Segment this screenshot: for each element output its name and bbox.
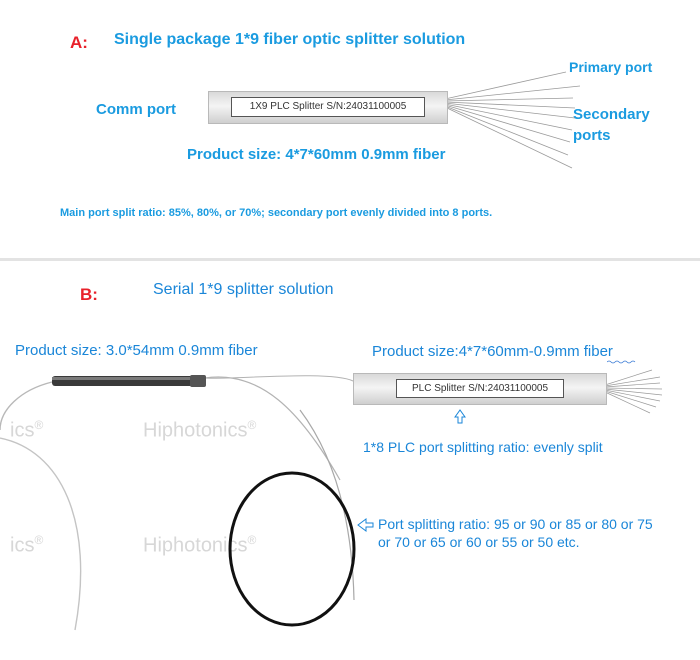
plc-ratio-text: 1*8 PLC port splitting ratio: evenly split — [363, 439, 603, 455]
section-b-title: Serial 1*9 splitter solution — [153, 281, 334, 298]
section-b-product-size-right: Product size:4*7*60mm-0.9mm fiber — [372, 343, 613, 360]
section-b-product-size-left: Product size: 3.0*54mm 0.9mm fiber — [15, 342, 258, 359]
watermark-1: Hiphotonics® — [143, 418, 257, 442]
section-a-split-note: Main port split ratio: 85%, 80%, or 70%; secondary port evenly divided into 8 ports. — [60, 207, 493, 219]
section-a-fibers — [0, 0, 700, 260]
section-b-letter: B: — [80, 285, 98, 304]
secondary-ports-label-2: ports — [573, 127, 611, 144]
section-a-device-label: 1X9 PLC Splitter S/N:24031100005 — [231, 97, 425, 117]
primary-port-label: Primary port — [569, 59, 653, 75]
secondary-ports-label-1: Secondary — [573, 106, 650, 123]
section-a-splitter — [208, 91, 448, 124]
watermark-fragment-1: ics® — [10, 418, 44, 442]
section-a-product-size: Product size: 4*7*60mm 0.9mm fiber — [187, 146, 446, 163]
watermark-fragment-2: ics® — [10, 533, 44, 557]
section-a-letter: A: — [70, 33, 88, 52]
port-ratio-line-1: Port splitting ratio: 95 or 90 or 85 or 80 or 75 — [378, 516, 653, 532]
section-a-title: Single package 1*9 fiber optic splitter solution — [114, 31, 466, 48]
comm-port-label: Comm port — [96, 101, 176, 118]
section-b-splitter — [353, 373, 607, 405]
section-b-device-label: PLC Splitter S/N:24031100005 — [396, 379, 564, 398]
watermark-2: Hiphotonics® — [143, 533, 257, 557]
port-ratio-line-2: or 70 or 65 or 60 or 55 or 50 etc. — [378, 534, 580, 550]
section-b-fiber-drawing — [0, 260, 700, 660]
